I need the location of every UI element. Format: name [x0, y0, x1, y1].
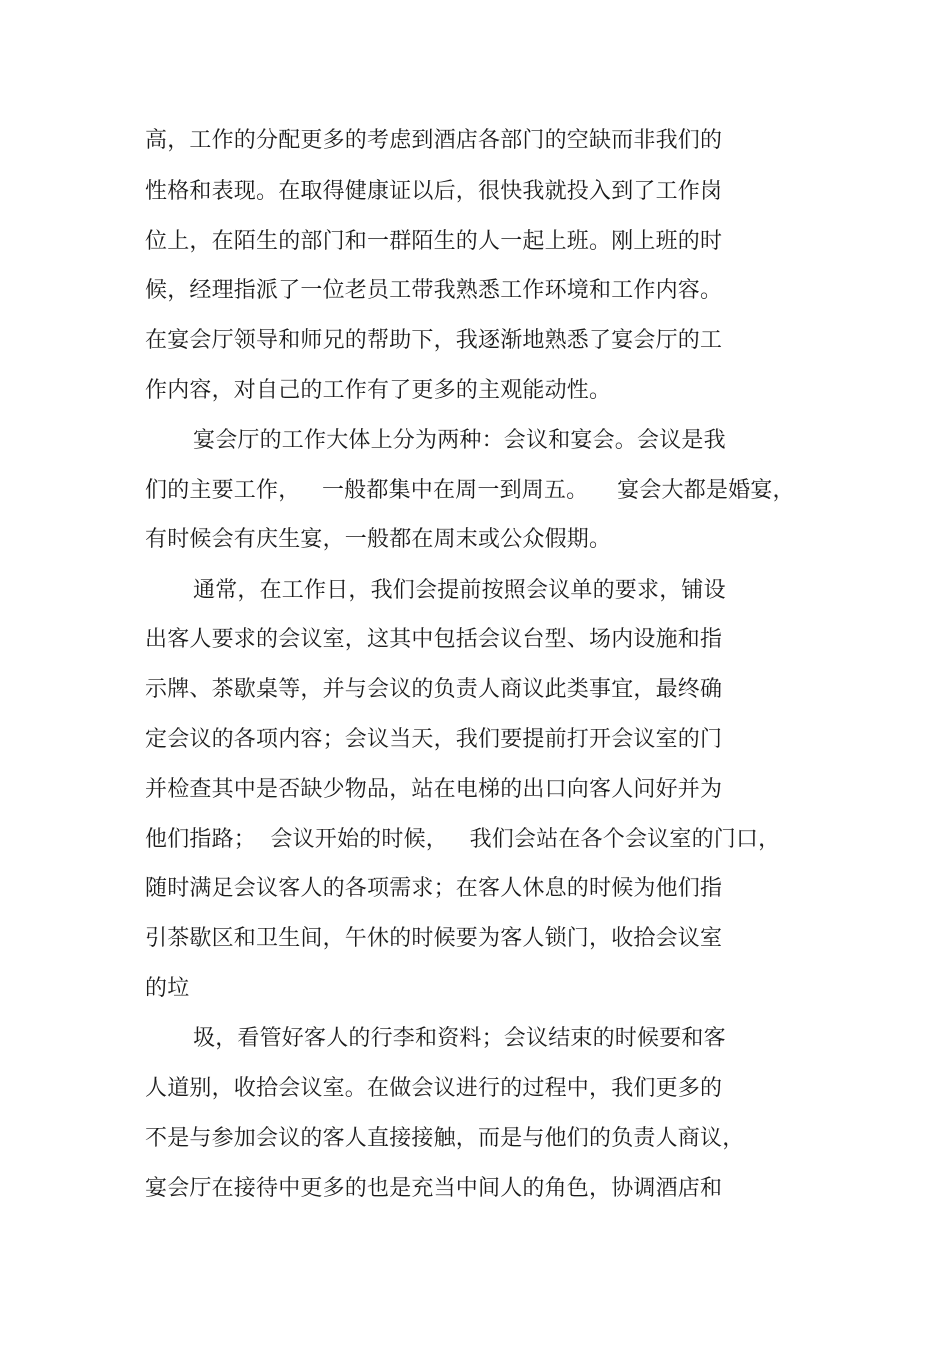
text-line: 引茶歇区和卫生间，午休的时候要为客人锁门，收拾会议室 [145, 926, 723, 951]
text-line: 的垃 [145, 976, 190, 1001]
text-line: 示牌、茶歇桌等，并与会议的负责人商议此类事宜，最终确 [145, 677, 723, 702]
text-line: 宴会厅在接待中更多的也是充当中间人的角色，协调酒店和 [145, 1176, 723, 1201]
text-line: 候，经理指派了一位老员工带我熟悉工作环境和工作内容。 [145, 278, 723, 303]
text-line: 作内容，对自己的工作有了更多的主观能动性。 [145, 378, 612, 403]
text-line: 不是与参加会议的客人直接接触，而是与他们的负责人商议， [145, 1126, 745, 1151]
text-line: 性格和表现。在取得健康证以后，很快我就投入到了工作岗 [145, 179, 723, 204]
text-line: 并检查其中是否缺少物品，站在电梯的出口向客人问好并为 [145, 777, 723, 802]
text-line: 在宴会厅领导和师兄的帮助下，我逐渐地熟悉了宴会厅的工 [145, 328, 723, 353]
text-line: 定会议的各项内容；会议当天，我们要提前打开会议室的门 [145, 727, 723, 752]
text-line: 们的主要工作， 一般都集中在周一到周五。 宴会大都是婚宴， [145, 478, 795, 503]
text-line: 高，工作的分配更多的考虑到酒店各部门的空缺而非我们的 [145, 128, 723, 153]
text-line: 有时候会有庆生宴，一般都在周末或公众假期。 [145, 527, 612, 552]
paragraph-first-line: 宴会厅的工作大体上分为两种：会议和宴会。会议是我 [193, 428, 726, 453]
paragraph-first-line: 通常，在工作日，我们会提前按照会议单的要求，铺设 [193, 578, 726, 603]
paragraph-first-line: 圾，看管好客人的行李和资料；会议结束的时候要和客 [193, 1026, 726, 1051]
text-line: 他们指路； 会议开始的时候， 我们会站在各个会议室的门口， [145, 827, 781, 852]
text-line: 位上，在陌生的部门和一群陌生的人一起上班。刚上班的时 [145, 229, 723, 254]
text-line: 随时满足会议客人的各项需求；在客人休息的时候为他们指 [145, 876, 723, 901]
text-line: 人道别，收拾会议室。在做会议进行的过程中，我们更多的 [145, 1076, 723, 1101]
text-line: 出客人要求的会议室，这其中包括会议台型、场内设施和指 [145, 627, 723, 652]
